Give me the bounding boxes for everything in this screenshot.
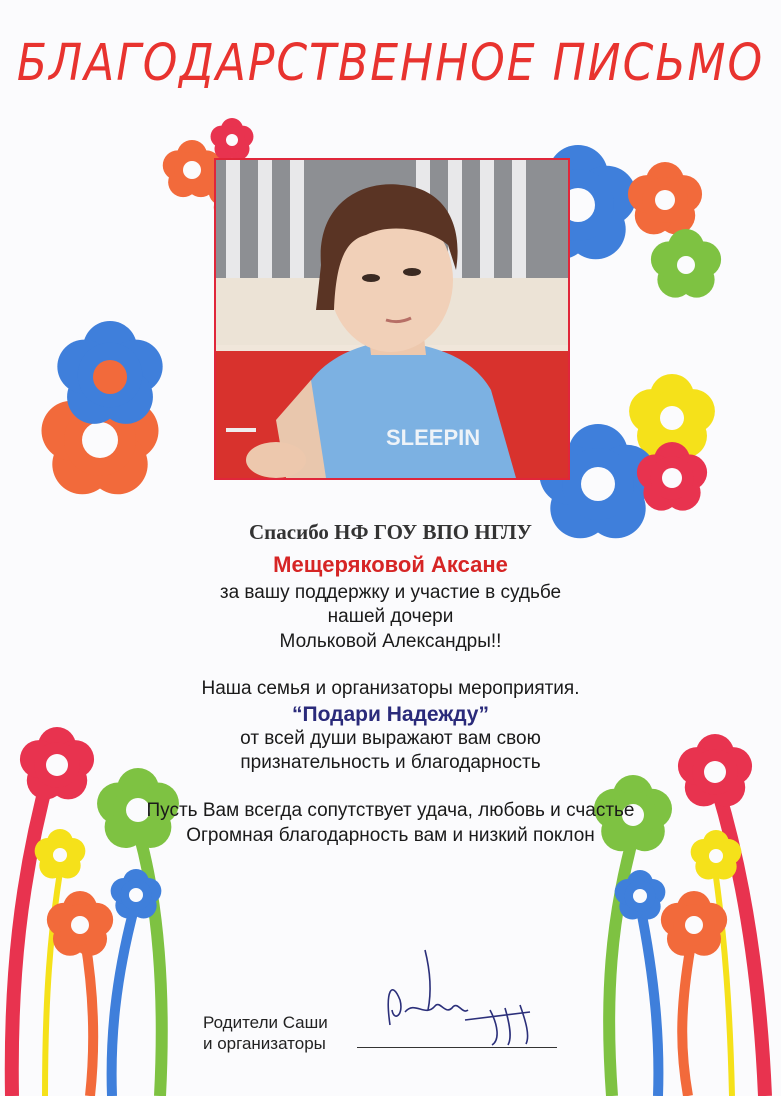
signature-label <box>203 1012 328 1054</box>
body-line: за вашу поддержку и участие в судьбе <box>219 582 562 603</box>
body-line: от всей души выражают вам свою <box>240 728 541 749</box>
signature-label-line1: Родители Саши <box>203 1013 328 1032</box>
recipient-name: Мещеряковой Аксане <box>273 552 508 577</box>
event-name: “Подари Надежду” <box>292 703 489 726</box>
signature-label-line2: и организаторы <box>203 1034 326 1053</box>
body-line: Мольковой Александры!! <box>279 631 502 652</box>
thanks-line: Спасибо НФ ГОУ ВПО НГЛУ <box>249 520 532 544</box>
body-line: Пусть Вам всегда сопутствует удача, любовь и счастье <box>146 800 635 821</box>
body-line: Огромная благодарность вам и низкий поклон <box>186 825 595 846</box>
body-line: нашей дочери <box>327 606 454 627</box>
letter-title: БЛАГОДАРСТВЕННОЕ ПИСЬМО <box>16 34 765 93</box>
body-line: признательность и благодарность <box>240 752 541 773</box>
handwritten-signature <box>380 930 560 1055</box>
shirt-print-text: SLEEPIN <box>386 425 481 450</box>
body-line: Наша семья и организаторы мероприятия. <box>201 678 580 699</box>
child-photo <box>214 158 570 480</box>
